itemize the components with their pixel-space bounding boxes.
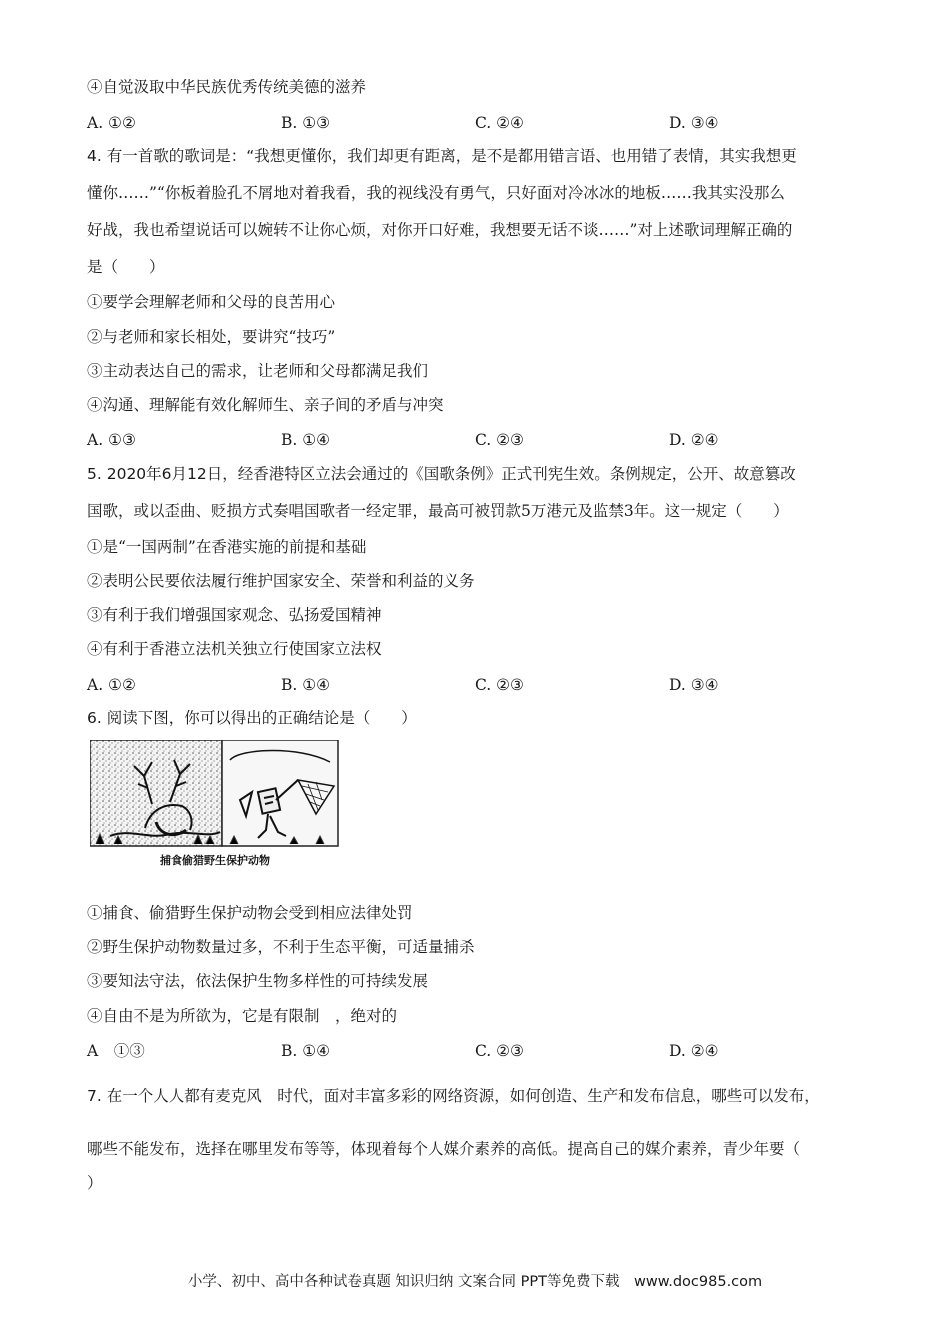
page-footer: 小学、初中、高中各种试卷真题 知识归纳 文案合同 PPT等免费下载 www.doc985.com xyxy=(187,1274,763,1290)
q5-option-c: C. ②③ xyxy=(475,676,524,694)
q3-item-4: ④自觉汲取中华民族优秀传统美德的滋养 xyxy=(87,78,367,96)
q4-stem-line-4: 是（ ） xyxy=(87,258,165,276)
q6-item-1: ①捕食、偷猎野生保护动物会受到相应法律处罚 xyxy=(87,904,413,922)
q5-item-2: ②表明公民要依法履行维护国家安全、荣誉和利益的义务 xyxy=(87,572,475,590)
q4-options xyxy=(87,430,847,450)
q6-item-4: ④自由不是为所欲为，它是有限制 ，绝对的 xyxy=(87,1007,398,1025)
q6-item-3: ③要知法守法，依法保护生物多样性的可持续发展 xyxy=(87,972,429,990)
q4-item-4: ④沟通、理解能有效化解师生、亲子间的矛盾与冲突 xyxy=(87,396,444,414)
q4-stem-line-2: 懂你……”“你板着脸孔不屑地对着我看，我的视线没有勇气，只好面对冷冰冰的地板……我其实没那么 xyxy=(87,184,785,202)
q6-stem: 6. 阅读下图，你可以得出的正确结论是（ ） xyxy=(87,709,417,727)
q5-item-1: ①是“一国两制”在香港实施的前提和基础 xyxy=(87,538,367,556)
cartoon-left-panel xyxy=(90,740,222,846)
poaching-cartoon xyxy=(90,740,340,870)
q4-stem-line-3: 好战，我也希望说话可以婉转不让你心烦，对你开口好难，我想要无话不谈……”对上述歌词理解正确的 xyxy=(87,221,793,239)
q7-stem-line-1: 7. 在一个人人都有麦克风 时代，面对丰富多彩的网络资源，如何创造、生产和发布信息，哪些可以发布， xyxy=(87,1087,820,1105)
q5-stem-line-1: 5. 2020年6月12日，经香港特区立法会通过的《国歌条例》正式刊宪生效。条例规定，公开、故意篡改 xyxy=(87,465,796,483)
q5-item-3: ③有利于我们增强国家观念、弘扬爱国精神 xyxy=(87,606,382,624)
q3-option-a: A. ①② xyxy=(87,114,136,132)
q4-option-d: D. ②④ xyxy=(669,431,719,449)
cartoon-right-panel xyxy=(222,740,338,846)
q3-option-c: C. ②④ xyxy=(475,114,524,132)
q6-option-d: D. ②④ xyxy=(669,1042,719,1060)
q6-option-c: C. ②③ xyxy=(475,1042,524,1060)
cartoon-caption: 捕食偷猎野生保护动物 xyxy=(160,854,270,867)
q6-option-b: B. ①④ xyxy=(281,1042,331,1060)
q5-item-4: ④有利于香港立法机关独立行使国家立法权 xyxy=(87,640,382,658)
q4-item-2: ②与老师和家长相处，要讲究“技巧” xyxy=(87,328,336,346)
q5-option-b: B. ①④ xyxy=(281,676,331,694)
q5-stem-line-2: 国歌，或以歪曲、贬损方式奏唱国歌者一经定罪，最高可被罚款5万港元及监禁3年。这一规定（ ） xyxy=(87,502,789,520)
q3-options xyxy=(87,113,847,133)
q5-options xyxy=(87,675,847,695)
q5-option-a: A. ①② xyxy=(87,676,136,694)
q4-item-3: ③主动表达自己的需求，让老师和父母都满足我们 xyxy=(87,362,429,380)
q3-option-b: B. ①③ xyxy=(281,114,331,132)
q4-option-b: B. ①④ xyxy=(281,431,331,449)
q4-option-a: A. ①③ xyxy=(87,431,136,449)
q7-stem-line-2: 哪些不能发布，选择在哪里发布等等，体现着每个人媒介素养的高低。提高自己的媒介素养，青少年要（ xyxy=(87,1140,801,1158)
q4-item-1: ①要学会理解老师和父母的良苦用心 xyxy=(87,293,336,311)
q6-option-a: A ①③ xyxy=(87,1042,145,1060)
q7-stem-line-3: ） xyxy=(87,1174,103,1192)
q4-stem-line-1: 4. 有一首歌的歌词是：“我想更懂你，我们却更有距离，是不是都用错言语、也用错了表情，其实我想更 xyxy=(87,147,797,165)
q3-option-d: D. ③④ xyxy=(669,114,719,132)
q6-item-2: ②野生保护动物数量过多，不利于生态平衡，可适量捕杀 xyxy=(87,938,475,956)
q5-option-d: D. ③④ xyxy=(669,676,719,694)
q4-option-c: C. ②③ xyxy=(475,431,524,449)
q6-options xyxy=(87,1041,847,1061)
